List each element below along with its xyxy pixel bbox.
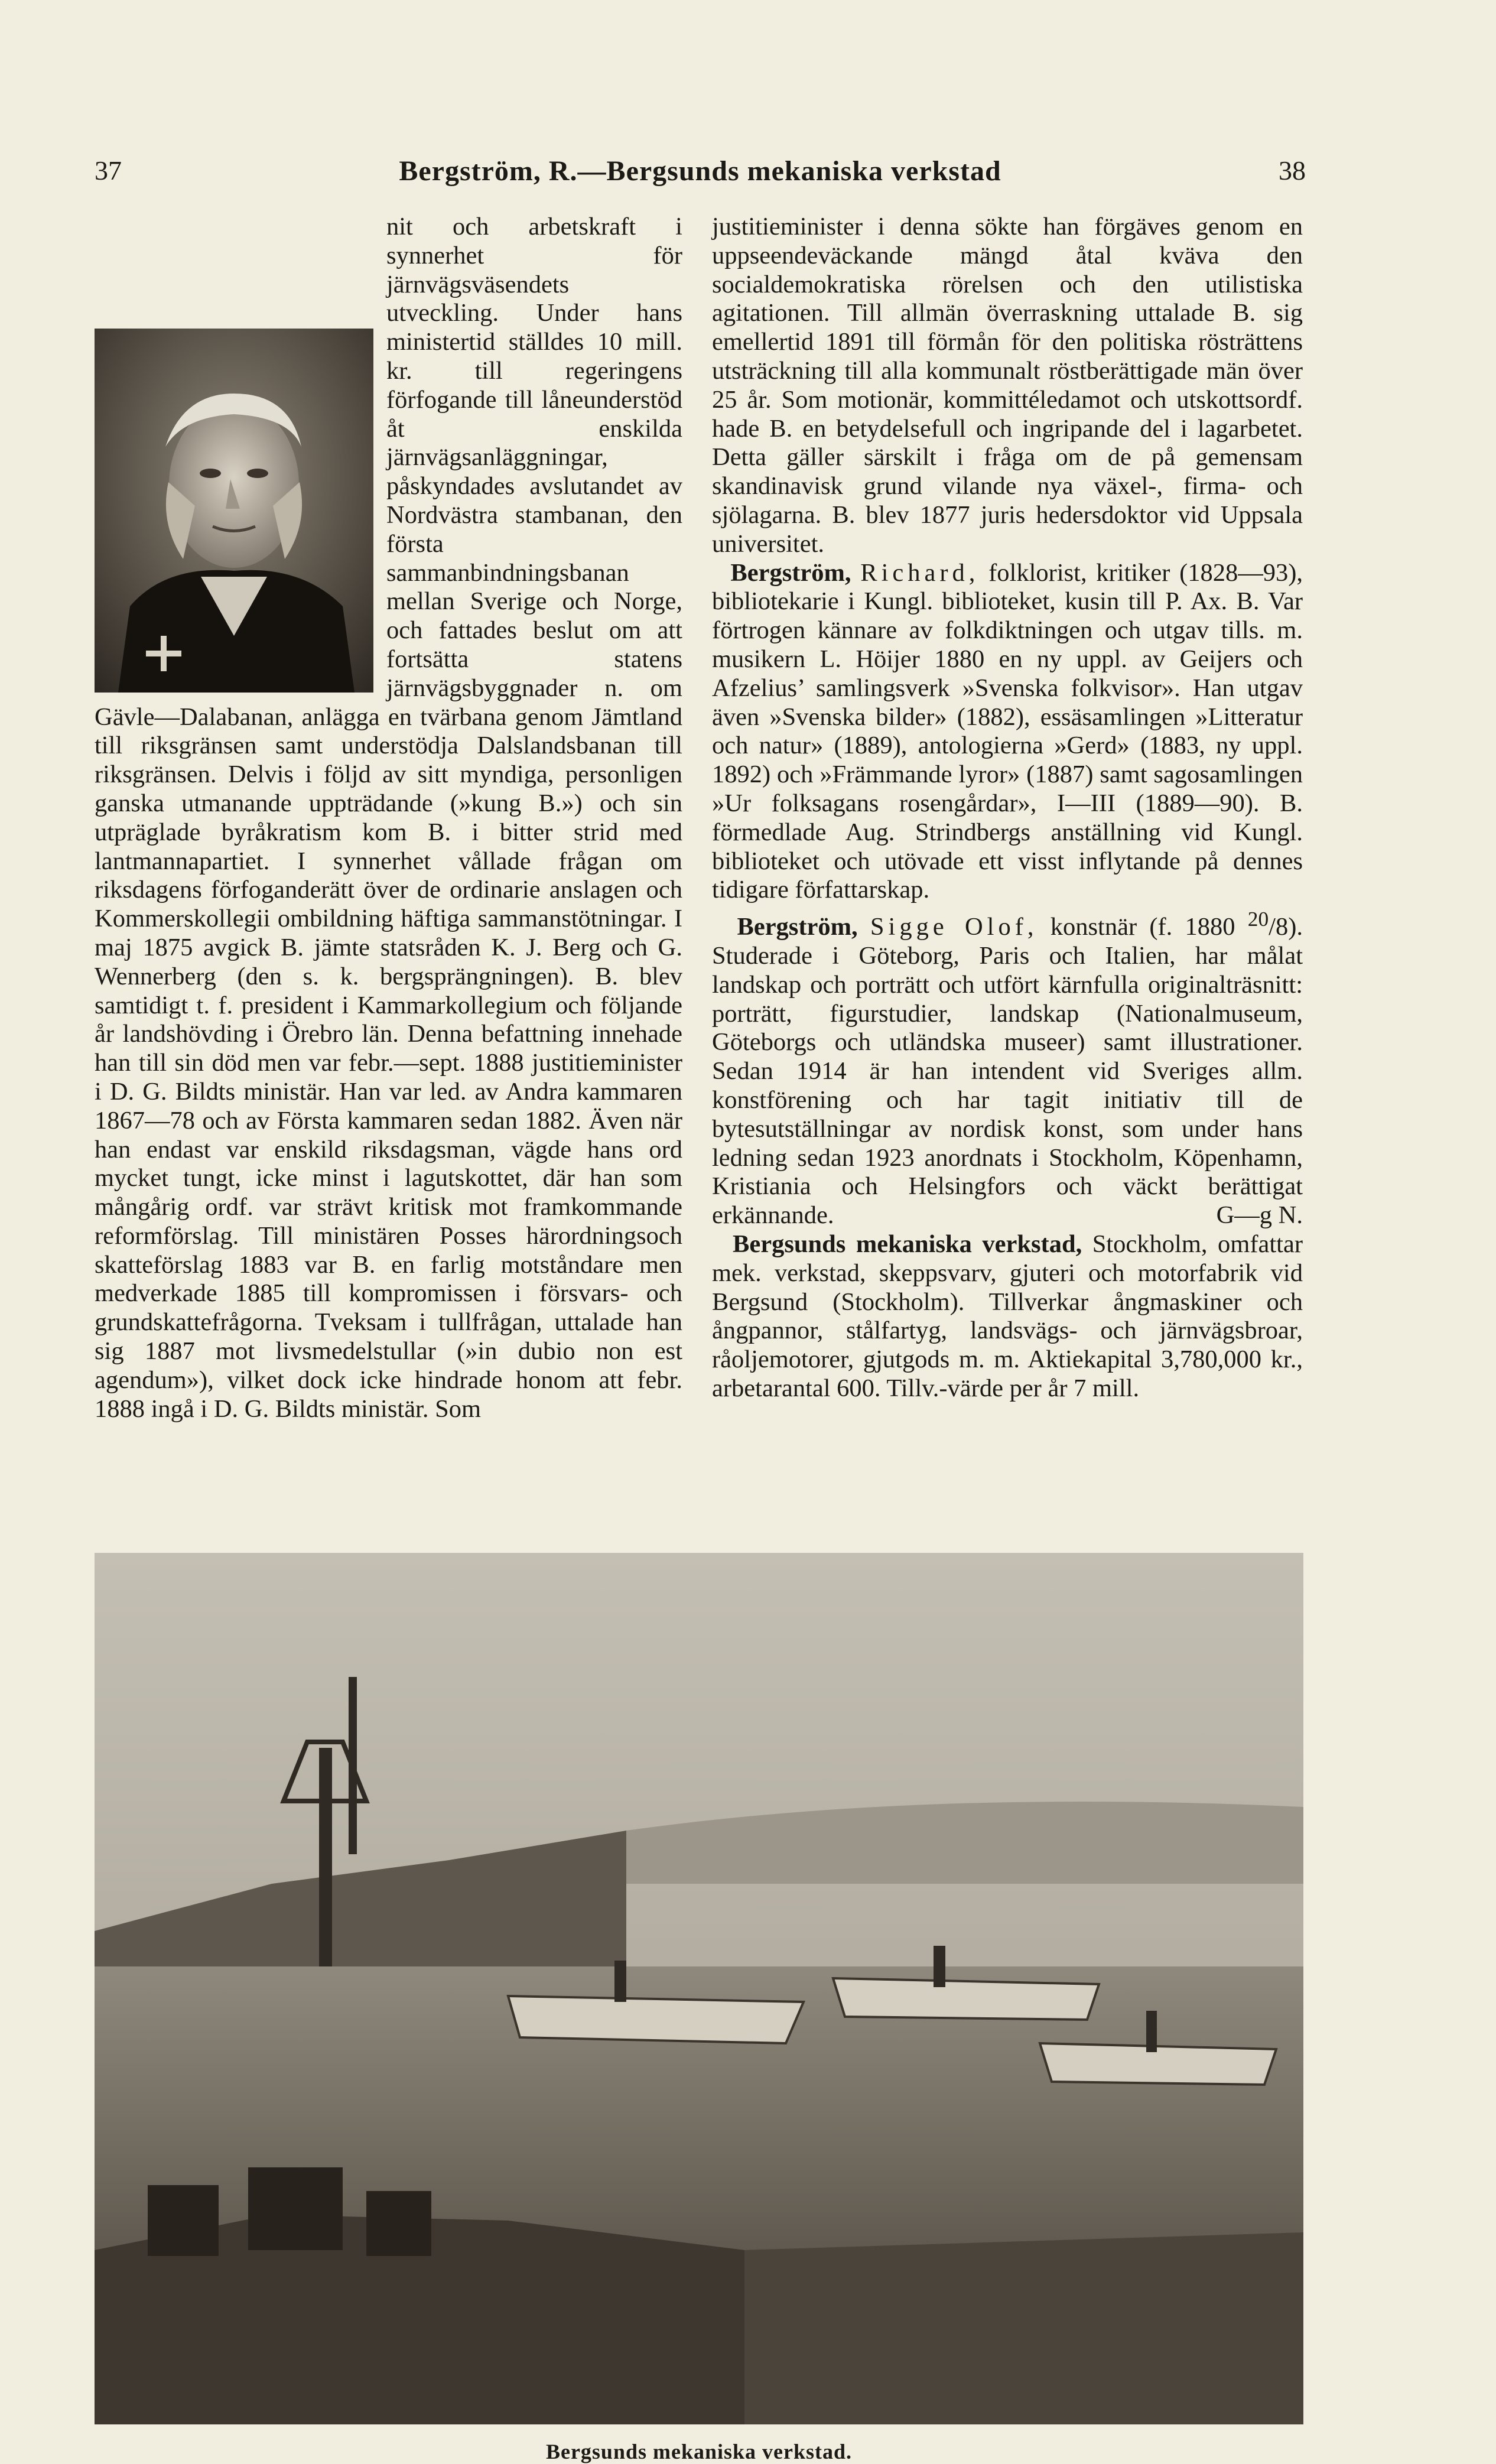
entry-body: konstnär (f. 1880 bbox=[1050, 913, 1235, 941]
entry-headword: Bergström, bbox=[737, 913, 858, 941]
entry-bergstrom-sigge bbox=[712, 905, 1303, 1230]
page-number-left: 37 bbox=[95, 155, 122, 186]
running-head: Bergström, R.—Bergsunds mekaniska verkstad bbox=[399, 155, 1001, 187]
entry-headword: Bergström, bbox=[730, 558, 851, 587]
page-number-right: 38 bbox=[1279, 155, 1306, 186]
page-header bbox=[95, 155, 1306, 202]
photo-caption: Bergsunds mekaniska verkstad. bbox=[545, 2440, 853, 2463]
entry-headword: Bergsunds mekaniska verkstad, bbox=[733, 1230, 1082, 1259]
entry-body: Studerade i Göteborg, Paris och Italien, har målat landskap och porträtt och utfört kärnfulla originalträsnitt: porträtt, figurstudier, landskap (Nationalmuseum, Göteborgs och utländska museer) samt illustrationer. Sedan 1914 är han intendent vid Sveriges allm. konstförening och har tagit initiativ till de bytesutställningar av nordisk konst, som under hans ledning sedan 1923 anordnats i Stockholm, Köpenhamn, Kristiania och Helsingfors och väckt berättigat erkännande. bbox=[712, 942, 1303, 1230]
entry-bergstrom-richard bbox=[712, 559, 1303, 905]
portrait-image bbox=[95, 329, 373, 693]
birth-day-superscript: 20 bbox=[1247, 907, 1269, 931]
entry-body: Stockholm, omfattar mek. verkstad, skeppsvarv, gjuteri och motorfabrik vid Bergsund (Stockholm). Tillverkar ångmaskiner och ångpannor, stålfartyg, landsvägs- och järnvägsbroar, råoljemotorer, gjutgods m. m. Aktiekapital 3,780,000 kr., arbetarantal 600. Tillv.-värde per år 7 mill. bbox=[712, 1230, 1303, 1403]
author-signature: G—g N. bbox=[1216, 1201, 1303, 1230]
right-column bbox=[712, 213, 1303, 1403]
entry-given-name: Richard, bbox=[860, 558, 980, 587]
entry-bergsunds bbox=[712, 1230, 1303, 1403]
harbor-photograph bbox=[95, 1553, 1303, 2424]
photo-figure bbox=[95, 1553, 1303, 2463]
entry-given-name: Sigge Olof, bbox=[870, 913, 1038, 941]
left-column bbox=[95, 213, 682, 1423]
bergstrom-r-end-text: justitieminister i denna sökte han förgäves genom en uppseendeväckande mängd åtal kväva den socialdemokratiska rörelsen och den utilistiska agitationen. Till allmän överraskning uttalade B. sig emellertid 1891 till förmån för den politiska rösträttens utsträckning till alla kommunalt röstberättigade män över 25 år. Som motionär, kommittéledamot och utskottsordf. hade B. en betydelsefull och ingripande del i lagarbetet. Detta gäller särskilt i fråga om de på gemensam skandinavisk grund vilande nya växel-, firma- och sjölagarna. B. blev 1877 juris hedersdoktor vid Uppsala universitet. bbox=[712, 213, 1303, 558]
entry-body: folklorist, kritiker (1828—93), bibliotekarie i Kungl. biblioteket, kusin till P. Ax. B. Var förtrogen kännare av folkdiktningen och utgav tills. m. musikern L. Höijer 1880 en ny uppl. av Geijers och Afzelius’ samlingsverk »Svenska folkvisor». Han utgav även »Svenska bilder» (1882), essäsamlingen »Litteratur och natur» (1889), antologierna »Gerd» (1883, ny uppl. 1892) och »Främmande lyror» (1887) samt sagosamlingen »Ur folksagans rosengårdar», I—III (1889—90). B. förmedlade Aug. Strindbergs anställning vid Kungl. biblioteket och utövade ett visst inflytande på dennes tidigare författarskap. bbox=[712, 558, 1303, 904]
birth-month: /8). bbox=[1269, 913, 1303, 941]
bergstrom-r-continued-text: nit och arbetskraft i synnerhet för järnvägsväsendets utveckling. Under hans ministertid ställdes 10 mill. kr. till regeringens förfogande till låneunderstöd åt enskilda järnvägsanläggningar, påskyndades avslutandet av Nordvästra stambanan, den första sammanbindningsbanan mellan Sverige och Norge, och fattades beslut om att fortsätta statens järnvägsbyggnader n. om Gävle—Dalabanan, anlägga en tvärbana genom Jämtland till riksgränsen samt understödja Dalslandsbanan till riksgränsen. Delvis i följd av sitt myndiga, personligen ganska utmanande uppträdande (»kung B.») och sin utpräglade byråkratism kom B. i bitter strid med lantmannapartiet. I synnerhet vållade frågan om riksdagens förfoganderätt över de ordinarie anslagen och Kommerskollegii ombildning häftiga sammanstötningar. I maj 1875 avgick B. jämte statsråden K. J. Berg och G. Wennerberg (den s. k. bergsprängningen). B. blev samtidigt t. f. president i Kammarkollegium och följande år landshövding i Örebro län. Denna befattning innehade han till sin död men var febr.—sept. 1888 justitieminister i D. G. Bildts ministär. Han var led. av Andra kammaren 1867—78 och av Första kammaren sedan 1882. Även när han endast var enskild riksdagsman, vägde hans ord mycket tungt, icke minst i lagutskottet, där han som mångårig ordf. var strävt kritisk mot framkommande reformförslag. Till ministären Posses härordningsoch skatteförslag 1883 var B. en farlig motståndare men medverkade 1885 till kompromissen i försvars- och grundskattefrågorna. Tveksam i tullfrågan, uttalade han sig 1887 mot livsmedelstullar (»in dubio non est agendum»), vilket dock icke hindrade honom att febr. 1888 ingå i D. G. Bildts ministär. Som bbox=[95, 213, 682, 1423]
